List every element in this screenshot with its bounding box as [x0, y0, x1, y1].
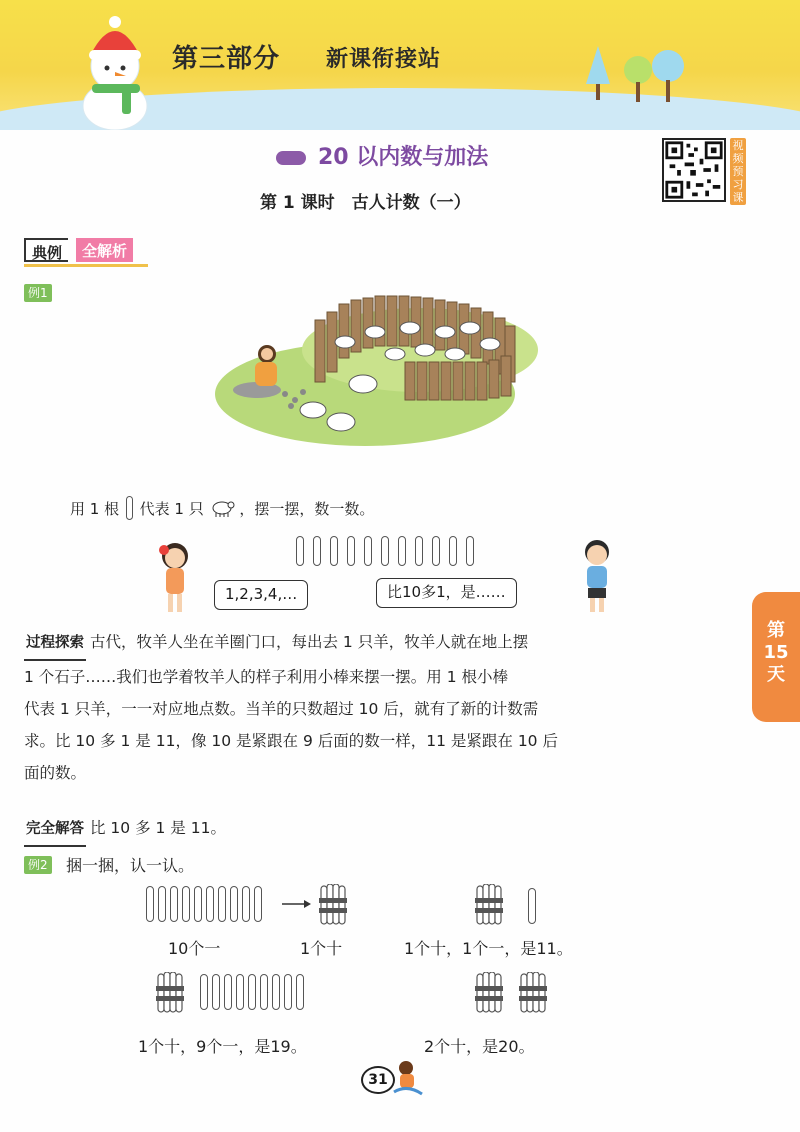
- qr-code-icon[interactable]: [662, 138, 726, 202]
- bundle-of-ten-icon: [474, 884, 504, 926]
- caption-one-ten: 1个十: [300, 939, 343, 958]
- stick-icon: [364, 536, 372, 566]
- example-tag-pink: 全解析: [76, 238, 133, 262]
- stick-icon: [254, 886, 262, 922]
- section-number-marker: [276, 151, 306, 165]
- answer-text: 比 10 多 1 是 11。: [90, 819, 226, 837]
- example1-badge: 例1: [24, 284, 52, 302]
- stick-icon: [449, 536, 457, 566]
- explore-line-5: 面的数。: [24, 764, 87, 782]
- stick-icon: [466, 536, 474, 566]
- explore-line-1: 过程探索 古代，牧羊人坐在羊圈门口，每出去 1 只羊，牧羊人就在地上摆: [24, 626, 744, 661]
- stick-icon: [182, 886, 190, 922]
- caption-twenty: 2个十，是20。: [424, 1037, 535, 1056]
- stick-icon: [284, 974, 292, 1010]
- stick-icon: [347, 536, 355, 566]
- answer-line: [24, 812, 744, 847]
- caption-eleven: 1个十，1个一，是11。: [404, 939, 573, 958]
- example2-prompt: 捆一捆，认一认。: [66, 856, 195, 875]
- stick-icon: [248, 974, 256, 1010]
- explore-paragraph: [24, 626, 744, 789]
- stick-icon: [212, 974, 220, 1010]
- caption-nineteen: 1个十，9个一，是19。: [138, 1037, 307, 1056]
- banner-title: 新课衔接站: [326, 47, 442, 72]
- boy-speech-bubble: 比10多1，是……: [376, 578, 517, 608]
- answer-tag: 完全解答: [24, 813, 86, 847]
- stick-icon: [330, 536, 338, 566]
- stick-icon: [224, 974, 232, 1010]
- stick-icon: [230, 886, 238, 922]
- stick-icon: [381, 536, 389, 566]
- stick-icon: [218, 886, 226, 922]
- bundle-of-ten-icon: [318, 884, 348, 926]
- tag-underline: [24, 264, 148, 267]
- nine-sticks-group: [200, 974, 304, 1010]
- prompt-part-a: 用 1 根: [70, 500, 120, 518]
- stick-icon: [398, 536, 406, 566]
- girl-character-illustration: [150, 538, 200, 618]
- explore-line-2: 1 个石子……我们也学着牧羊人的样子利用小棒来摆一摆。用 1 根小棒: [24, 668, 509, 686]
- stick-icon: [206, 886, 214, 922]
- example2-badge: 例2: [24, 856, 52, 874]
- stick-icon: [158, 886, 166, 922]
- example-tag-dark: 典例: [24, 238, 68, 262]
- arrow-right-icon: [282, 898, 312, 910]
- explore-line-3: 代表 1 只羊，一一对应地点数。当羊的只数超过 10 后，就有了新的计数需: [24, 700, 539, 718]
- sheep-pen-illustration: [215, 292, 545, 447]
- child-mascot-illustration: [390, 1058, 424, 1098]
- stick-icon: [236, 974, 244, 1010]
- ten-sticks-group: [146, 886, 262, 922]
- prompt-part-c: ，摆一摆，数一数。: [239, 500, 375, 518]
- lesson-title: 第 1 课时 古人计数（一）: [260, 193, 471, 213]
- snowman-illustration: [70, 14, 160, 130]
- stick-icon: [170, 886, 178, 922]
- explore-tag: 过程探索: [24, 627, 86, 661]
- stick-icon: [296, 974, 304, 1010]
- explore-line-4: 求。比 10 多 1 是 11，像 10 是紧跟在 9 后面的数一样，11 是紧跟在 10 后: [24, 732, 558, 750]
- stick-icon: [296, 536, 304, 566]
- stick-icon: [432, 536, 440, 566]
- bundle-of-ten-icon: [474, 972, 504, 1014]
- sheep-icon: [209, 499, 235, 517]
- stick-icon: [272, 974, 280, 1010]
- bundle-of-ten-icon: [155, 972, 185, 1014]
- stick-icon: [126, 496, 133, 520]
- banner-part: 第三部分: [172, 44, 281, 74]
- stick-icon: [415, 536, 423, 566]
- stick-icon: [528, 888, 536, 924]
- stick-icon: [242, 886, 250, 922]
- bundle-of-ten-icon: [518, 972, 548, 1014]
- page-number: 31: [361, 1066, 395, 1094]
- stick-icon: [260, 974, 268, 1010]
- stick-icon: [194, 886, 202, 922]
- girl-speech-bubble: 1,2,3,4,…: [214, 580, 308, 610]
- trees-illustration: [580, 44, 690, 114]
- boy-character-illustration: [572, 536, 622, 616]
- day-side-tab-label: 第15天: [763, 620, 789, 685]
- stick-icon: [146, 886, 154, 922]
- example1-prompt: [70, 496, 374, 520]
- prompt-part-b: 代表 1 只: [139, 500, 204, 518]
- qr-video-label: 视频预习课: [730, 138, 746, 205]
- section-title: 20 以内数与加法: [318, 145, 489, 170]
- header-banner: [0, 0, 800, 130]
- caption-ten-ones: 10个一: [168, 939, 221, 958]
- stick-icon: [200, 974, 208, 1010]
- stick-icon: [313, 536, 321, 566]
- stick-row: [296, 536, 474, 570]
